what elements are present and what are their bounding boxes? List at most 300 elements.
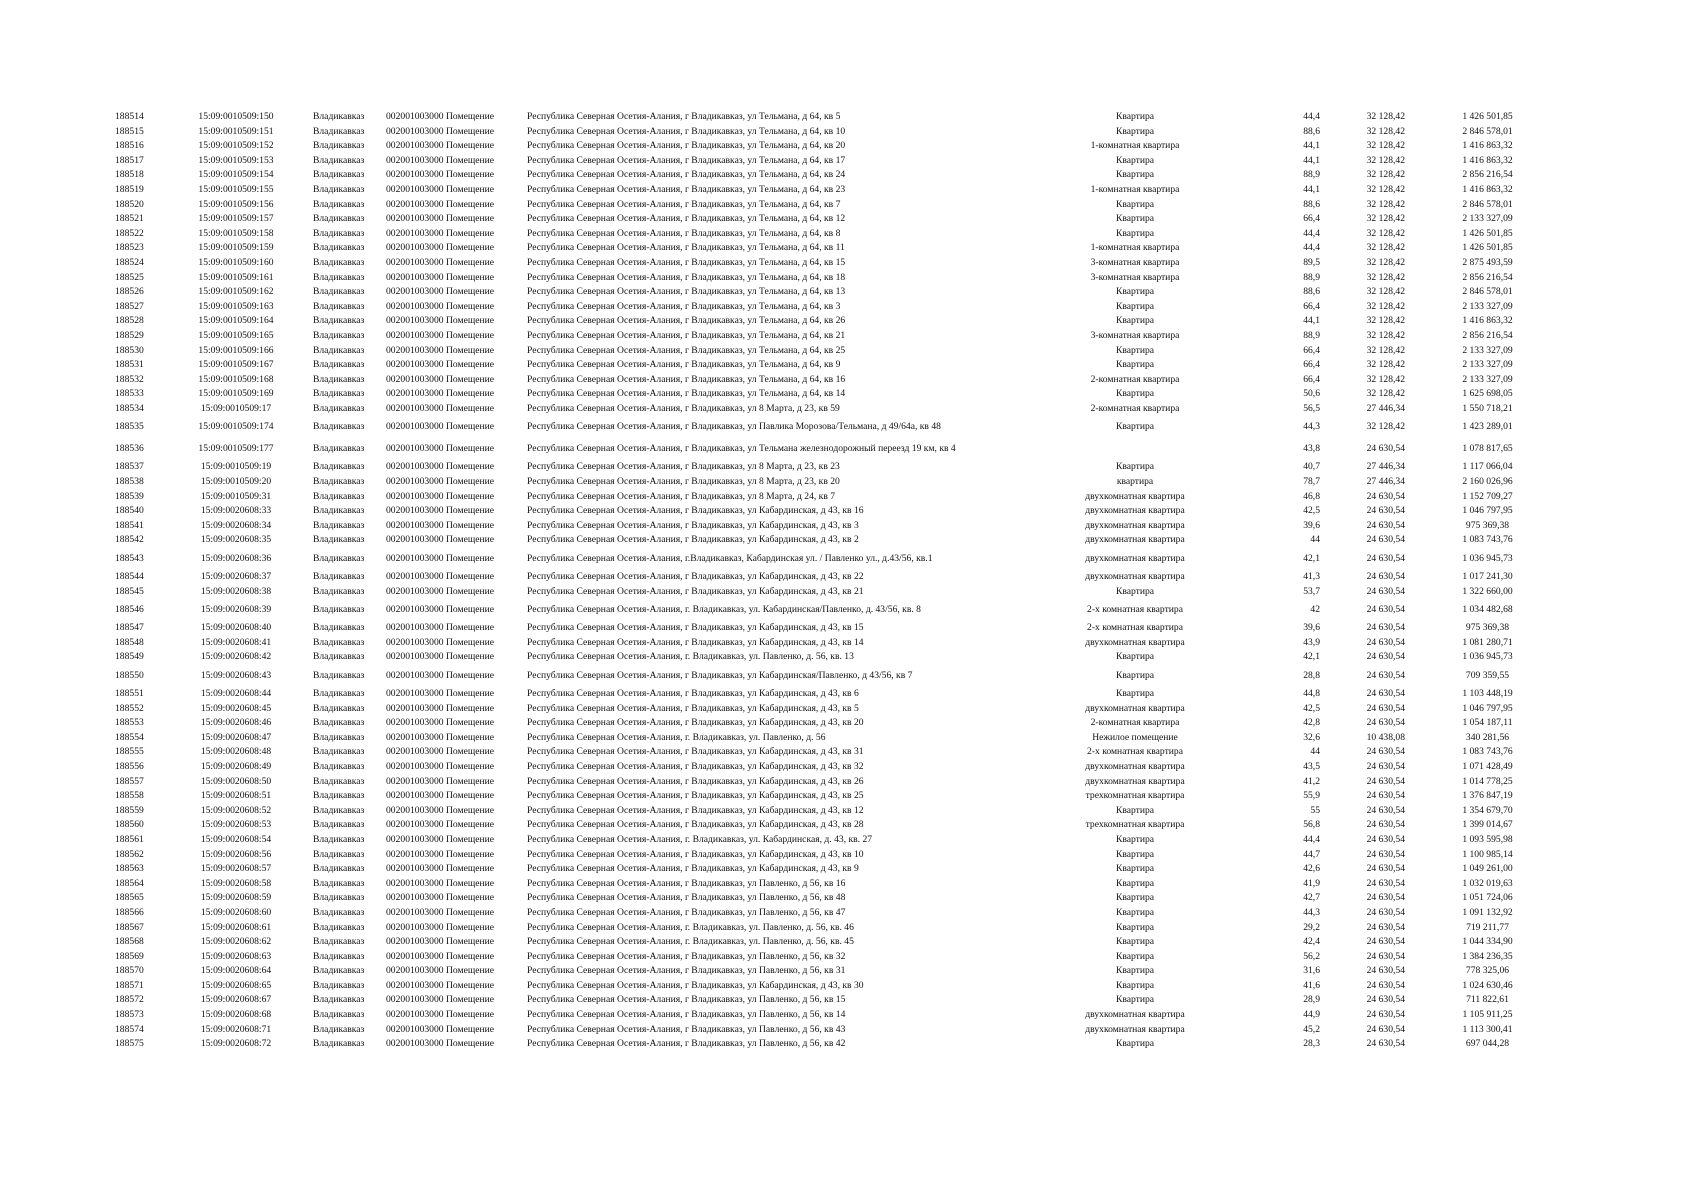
property-type: двухкомнатная квартира	[1085, 571, 1185, 583]
object-code: 002001003000 Помещение	[386, 688, 495, 699]
area: 42,1	[1303, 651, 1320, 663]
cadastral-number: 15:09:0020608:51	[200, 790, 272, 802]
address: Республика Северная Осетия-Алания, г Владикавказ, ул Тельмана железнодорожный переезд 19 км, кв 4	[527, 443, 956, 455]
row-id: 188531	[115, 359, 144, 371]
object-code: 002001003000 Помещение	[386, 213, 495, 225]
cadastral-value: 2 133 327,09	[1462, 359, 1513, 371]
cadastral-value: 1 117 066,04	[1462, 461, 1513, 473]
cadastral-number: 15:09:0020608:50	[200, 775, 272, 787]
cadastral-value: 2 133 327,09	[1462, 300, 1513, 312]
cadastral-value: 709 359,55	[1465, 670, 1510, 681]
object-code: 002001003000 Помещение	[386, 746, 495, 758]
property-type: двухкомнатная квартира	[1085, 1023, 1185, 1035]
rate: 24 630,54	[1366, 717, 1405, 729]
row-id: 188516	[115, 140, 144, 152]
row-id: 188537	[115, 461, 144, 473]
rate: 27 446,34	[1366, 476, 1405, 488]
cadastral-value: 1 049 261,00	[1462, 863, 1513, 875]
property-type: Квартира	[1115, 877, 1155, 889]
area: 44,9	[1303, 1009, 1320, 1021]
city: Владикавказ	[313, 790, 365, 802]
table-row	[0, 935, 1697, 950]
property-type: Квартира	[1115, 315, 1155, 327]
cadastral-number: 15:09:0020608:43	[200, 670, 272, 681]
row-id: 188526	[115, 286, 144, 298]
area: 88,9	[1303, 271, 1320, 283]
rate: 24 630,54	[1366, 688, 1405, 699]
address: Республика Северная Осетия-Алания, г Владикавказ, ул Кабардинская, д 43, кв 31	[527, 746, 864, 758]
object-code: 002001003000 Помещение	[386, 604, 495, 616]
city: Владикавказ	[313, 443, 365, 455]
property-type: Квартира	[1115, 804, 1155, 816]
address: Республика Северная Осетия-Алания, г Владикавказ, ул Тельмана, д 64, кв 13	[527, 286, 846, 298]
address: Республика Северная Осетия-Алания, г Владикавказ, ул Тельмана, д 64, кв 24	[527, 169, 846, 181]
object-code: 002001003000 Помещение	[386, 877, 495, 889]
property-type: Квартира	[1115, 300, 1155, 312]
property-type: 2-комнатная квартира	[1090, 373, 1180, 385]
cadastral-value: 1 322 660,00	[1462, 585, 1513, 597]
table-row	[0, 964, 1697, 979]
object-code: 002001003000 Помещение	[386, 388, 495, 400]
row-id: 188539	[115, 490, 144, 502]
row-id: 188568	[115, 936, 144, 948]
rate: 32 128,42	[1366, 227, 1405, 239]
object-code: 002001003000 Помещение	[386, 892, 495, 904]
cadastral-number: 15:09:0020608:54	[200, 833, 272, 845]
row-id: 188559	[115, 804, 144, 816]
cadastral-number: 15:09:0010509:31	[200, 490, 272, 502]
row-id: 188575	[115, 1038, 144, 1050]
table-row	[0, 665, 1697, 687]
cadastral-value: 1 071 428,49	[1462, 760, 1513, 772]
table-row	[0, 256, 1697, 271]
area: 45,2	[1303, 1023, 1320, 1035]
object-code: 002001003000 Помещение	[386, 819, 495, 831]
area: 55,9	[1303, 790, 1320, 802]
cadastral-number: 15:09:0020608:68	[200, 1009, 272, 1021]
object-code: 002001003000 Помещение	[386, 315, 495, 327]
city: Владикавказ	[313, 154, 365, 166]
cadastral-number: 15:09:0020608:63	[200, 950, 272, 962]
object-code: 002001003000 Помещение	[386, 848, 495, 860]
city: Владикавказ	[313, 505, 365, 517]
city: Владикавказ	[313, 877, 365, 889]
cadastral-number: 15:09:0020608:48	[200, 746, 272, 758]
cadastral-number: 15:09:0020608:38	[200, 585, 272, 597]
table-row	[0, 906, 1697, 921]
cadastral-value: 2 856 216,54	[1462, 329, 1513, 341]
object-code: 002001003000 Помещение	[386, 183, 495, 195]
address: Республика Северная Осетия-Алания, г Владикавказ, ул Павленко, д 56, кв 14	[527, 1009, 846, 1021]
rate: 32 128,42	[1366, 125, 1405, 137]
area: 55	[1310, 804, 1320, 816]
address: Республика Северная Осетия-Алания, г Владикавказ, ул Кабардинская, д 43, кв 20	[527, 717, 864, 729]
address: Республика Северная Осетия-Алания, г Владикавказ, ул Кабардинская, д 43, кв 15	[527, 622, 864, 634]
table-row	[0, 533, 1697, 548]
cadastral-value: 1 625 698,05	[1462, 388, 1513, 400]
cadastral-value: 1 044 334,90	[1462, 936, 1513, 948]
area: 88,6	[1303, 286, 1320, 298]
address: Республика Северная Осетия-Алания, г. Владикавказ, ул. Павленко, д. 56, кв. 46	[527, 921, 854, 933]
object-code: 002001003000 Помещение	[386, 921, 495, 933]
city: Владикавказ	[313, 553, 365, 565]
row-id: 188520	[115, 198, 144, 210]
rate: 24 630,54	[1366, 760, 1405, 772]
object-code: 002001003000 Помещение	[386, 790, 495, 802]
address: Республика Северная Осетия-Алания, г Владикавказ, ул Тельмана, д 64, кв 10	[527, 125, 846, 137]
rate: 24 630,54	[1366, 936, 1405, 948]
city: Владикавказ	[313, 359, 365, 371]
address: Республика Северная Осетия-Алания, г Владикавказ, ул Павленко, д 56, кв 42	[527, 1038, 846, 1050]
rate: 32 128,42	[1366, 111, 1405, 122]
address: Республика Северная Осетия-Алания, г. Владикавказ, ул. Павленко, д. 56, кв. 45	[527, 936, 854, 948]
cadastral-number: 15:09:0010509:17	[200, 402, 272, 414]
property-type: 3-комнатная квартира	[1090, 329, 1180, 341]
area: 43,8	[1303, 443, 1320, 455]
row-id: 188573	[115, 1009, 144, 1021]
property-type: 2-х комнатная квартира	[1087, 604, 1183, 616]
cadastral-number: 15:09:0010509:151	[198, 125, 274, 137]
area: 56,8	[1303, 819, 1320, 831]
cadastral-value: 1 416 863,32	[1462, 154, 1513, 166]
cadastral-value: 1 046 797,95	[1462, 702, 1513, 714]
city: Владикавказ	[313, 892, 365, 904]
table-row	[0, 475, 1697, 490]
cadastral-value: 1 152 709,27	[1462, 490, 1513, 502]
table-row	[0, 548, 1697, 570]
area: 39,6	[1303, 622, 1320, 634]
cadastral-value: 2 133 327,09	[1462, 373, 1513, 385]
rate: 24 630,54	[1366, 746, 1405, 758]
row-id: 188514	[115, 111, 144, 122]
area: 88,6	[1303, 125, 1320, 137]
table-row	[0, 125, 1697, 140]
area: 44,4	[1303, 833, 1320, 845]
address: Республика Северная Осетия-Алания, г Владикавказ, ул Тельмана, д 64, кв 17	[527, 154, 846, 166]
row-id: 188553	[115, 717, 144, 729]
rate: 24 630,54	[1366, 622, 1405, 634]
area: 46,8	[1303, 490, 1320, 502]
table-row	[0, 329, 1697, 344]
object-code: 002001003000 Помещение	[386, 256, 495, 268]
area: 44,1	[1303, 140, 1320, 152]
cadastral-number: 15:09:0010509:164	[198, 315, 274, 327]
property-type: Квартира	[1115, 169, 1155, 181]
property-type: двухкомнатная квартира	[1085, 760, 1185, 772]
table-row	[0, 154, 1697, 169]
city: Владикавказ	[313, 1023, 365, 1035]
object-code: 002001003000 Помещение	[386, 242, 495, 254]
table-row	[0, 490, 1697, 505]
row-id: 188552	[115, 702, 144, 714]
city: Владикавказ	[313, 622, 365, 634]
table-row	[0, 416, 1697, 438]
cadastral-value: 1 054 187,11	[1462, 717, 1513, 729]
area: 42,8	[1303, 717, 1320, 729]
area: 44,4	[1303, 111, 1320, 122]
table-row	[0, 139, 1697, 154]
rate: 24 630,54	[1366, 965, 1405, 977]
address: Республика Северная Осетия-Алания, г.Владикавказ, Кабардинская ул. / Павленко ул., д.43/56, кв.1	[527, 553, 933, 565]
object-code: 002001003000 Помещение	[386, 443, 495, 455]
address: Республика Северная Осетия-Алания, г Владикавказ, ул Тельмана, д 64, кв 20	[527, 140, 846, 152]
property-type: Квартира	[1115, 585, 1155, 597]
table-row	[0, 862, 1697, 877]
area: 28,8	[1303, 670, 1320, 681]
row-id: 188562	[115, 848, 144, 860]
address: Республика Северная Осетия-Алания, г Владикавказ, ул Кабардинская, д 43, кв 26	[527, 775, 864, 787]
property-type: 2-х комнатная квартира	[1087, 746, 1183, 758]
row-id: 188551	[115, 688, 144, 699]
row-id: 188548	[115, 636, 144, 648]
cadastral-number: 15:09:0020608:61	[200, 921, 272, 933]
property-type: трехкомнатная квартира	[1085, 790, 1185, 802]
table-row	[0, 358, 1697, 373]
address: Республика Северная Осетия-Алания, г Владикавказ, ул Кабардинская, д 43, кв 6	[527, 688, 859, 699]
object-code: 002001003000 Помещение	[386, 994, 495, 1006]
cadastral-number: 15:09:0010509:19	[200, 461, 272, 473]
object-code: 002001003000 Помещение	[386, 553, 495, 565]
rate: 27 446,34	[1366, 461, 1405, 473]
cadastral-value: 1 354 679,70	[1462, 804, 1513, 816]
rate: 24 630,54	[1366, 1009, 1405, 1021]
cadastral-value: 2 875 493,59	[1462, 256, 1513, 268]
object-code: 002001003000 Помещение	[386, 585, 495, 597]
table-row	[0, 716, 1697, 731]
table-row	[0, 621, 1697, 636]
object-code: 002001003000 Помещение	[386, 344, 495, 356]
property-type: 3-комнатная квартира	[1090, 256, 1180, 268]
area: 41,6	[1303, 979, 1320, 991]
city: Владикавказ	[313, 300, 365, 312]
address: Республика Северная Осетия-Алания, г. Владикавказ, ул. Павленко, д. 56, кв. 13	[527, 651, 854, 663]
property-type: Квартира	[1115, 286, 1155, 298]
address: Республика Северная Осетия-Алания, г Владикавказ, ул Кабардинская, д 43, кв 32	[527, 760, 864, 772]
cadastral-number: 15:09:0020608:71	[200, 1023, 272, 1035]
row-id: 188542	[115, 534, 144, 546]
cadastral-value: 1 017 241,30	[1462, 571, 1513, 583]
rate: 32 128,42	[1366, 373, 1405, 385]
address: Республика Северная Осетия-Алания, г Владикавказ, ул Кабардинская/Павленко, д 43/56, кв 7	[527, 670, 913, 681]
address: Республика Северная Осетия-Алания, г Владикавказ, ул Тельмана, д 64, кв 23	[527, 183, 846, 195]
cadastral-value: 1 051 724,06	[1462, 892, 1513, 904]
cadastral-number: 15:09:0010509:158	[198, 227, 274, 239]
cadastral-number: 15:09:0020608:53	[200, 819, 272, 831]
address: Республика Северная Осетия-Алания, г Владикавказ, ул Кабардинская, д 43, кв 16	[527, 505, 864, 517]
row-id: 188547	[115, 622, 144, 634]
area: 42,6	[1303, 863, 1320, 875]
rate: 24 630,54	[1366, 775, 1405, 787]
rate: 24 630,54	[1366, 702, 1405, 714]
table-row	[0, 760, 1697, 775]
area: 40,7	[1303, 461, 1320, 473]
cadastral-value: 2 856 216,54	[1462, 169, 1513, 181]
rate: 24 630,54	[1366, 553, 1405, 565]
rate: 24 630,54	[1366, 651, 1405, 663]
table-row	[0, 745, 1697, 760]
cadastral-value: 1 376 847,19	[1462, 790, 1513, 802]
object-code: 002001003000 Помещение	[386, 833, 495, 845]
area: 41,3	[1303, 571, 1320, 583]
address: Республика Северная Осетия-Алания, г Владикавказ, ул Кабардинская, д 43, кв 28	[527, 819, 864, 831]
city: Владикавказ	[313, 833, 365, 845]
row-id: 188555	[115, 746, 144, 758]
table-row	[0, 110, 1697, 125]
object-code: 002001003000 Помещение	[386, 965, 495, 977]
city: Владикавказ	[313, 534, 365, 546]
area: 44,4	[1303, 227, 1320, 239]
table-row	[0, 198, 1697, 213]
cadastral-number: 15:09:0010509:177	[198, 443, 274, 455]
city: Владикавказ	[313, 636, 365, 648]
cadastral-value: 2 846 578,01	[1462, 198, 1513, 210]
city: Владикавказ	[313, 906, 365, 918]
cadastral-value: 1 091 132,92	[1462, 906, 1513, 918]
property-type: Квартира	[1115, 227, 1155, 239]
property-type: двухкомнатная квартира	[1085, 490, 1185, 502]
object-code: 002001003000 Помещение	[386, 670, 495, 681]
address: Республика Северная Осетия-Алания, г Владикавказ, ул Кабардинская, д 43, кв 12	[527, 804, 864, 816]
area: 43,9	[1303, 636, 1320, 648]
object-code: 002001003000 Помещение	[386, 154, 495, 166]
row-id: 188556	[115, 760, 144, 772]
property-type: Квартира	[1115, 950, 1155, 962]
address: Республика Северная Осетия-Алания, г Владикавказ, ул Павленко, д 56, кв 15	[527, 994, 846, 1006]
city: Владикавказ	[313, 213, 365, 225]
rate: 32 128,42	[1366, 388, 1405, 400]
area: 43,5	[1303, 760, 1320, 772]
row-id: 188515	[115, 125, 144, 137]
address: Республика Северная Осетия-Алания, г Владикавказ, ул Тельмана, д 64, кв 7	[527, 198, 841, 210]
rate: 32 128,42	[1366, 359, 1405, 371]
object-code: 002001003000 Помещение	[386, 571, 495, 583]
table-row	[0, 775, 1697, 790]
city: Владикавказ	[313, 571, 365, 583]
area: 44	[1310, 746, 1320, 758]
city: Владикавказ	[313, 604, 365, 616]
cadastral-number: 15:09:0010509:154	[198, 169, 274, 181]
table-row	[0, 687, 1697, 702]
area: 78,7	[1303, 476, 1320, 488]
cadastral-number: 15:09:0020608:33	[200, 505, 272, 517]
rate: 24 630,54	[1366, 819, 1405, 831]
city: Владикавказ	[313, 819, 365, 831]
rate: 24 630,54	[1366, 443, 1405, 455]
table-row	[0, 314, 1697, 329]
area: 44	[1310, 534, 1320, 546]
property-type: Квартира	[1115, 111, 1155, 122]
city: Владикавказ	[313, 717, 365, 729]
object-code: 002001003000 Помещение	[386, 1009, 495, 1021]
row-id: 188565	[115, 892, 144, 904]
row-id: 188560	[115, 819, 144, 831]
object-code: 002001003000 Помещение	[386, 622, 495, 634]
cadastral-value: 975 369,38	[1465, 519, 1510, 531]
rate: 32 128,42	[1366, 169, 1405, 181]
cadastral-number: 15:09:0010509:159	[198, 242, 274, 254]
city: Владикавказ	[313, 921, 365, 933]
rate: 24 630,54	[1366, 921, 1405, 933]
cadastral-number: 15:09:0020608:52	[200, 804, 272, 816]
rate: 24 630,54	[1366, 994, 1405, 1006]
cadastral-number: 15:09:0020608:72	[200, 1038, 272, 1050]
address: Республика Северная Осетия-Алания, г Владикавказ, ул Павленко, д 56, кв 48	[527, 892, 846, 904]
cadastral-number: 15:09:0020608:60	[200, 906, 272, 918]
property-type: двухкомнатная квартира	[1085, 775, 1185, 787]
rate: 24 630,54	[1366, 490, 1405, 502]
address: Республика Северная Осетия-Алания, г Владикавказ, ул Павленко, д 56, кв 32	[527, 950, 846, 962]
address: Республика Северная Осетия-Алания, г Владикавказ, ул Кабардинская, д 43, кв 22	[527, 571, 864, 583]
table-row	[0, 300, 1697, 315]
table-row	[0, 848, 1697, 863]
row-id: 188574	[115, 1023, 144, 1035]
table-row	[0, 636, 1697, 651]
object-code: 002001003000 Помещение	[386, 717, 495, 729]
city: Владикавказ	[313, 227, 365, 239]
rate: 24 630,54	[1366, 585, 1405, 597]
table-row	[0, 460, 1697, 475]
rate: 24 630,54	[1366, 790, 1405, 802]
property-type: двухкомнатная квартира	[1085, 1009, 1185, 1021]
rate: 24 630,54	[1366, 848, 1405, 860]
city: Владикавказ	[313, 402, 365, 414]
city: Владикавказ	[313, 373, 365, 385]
cadastral-value: 1 384 236,35	[1462, 950, 1513, 962]
city: Владикавказ	[313, 651, 365, 663]
property-type: Квартира	[1115, 421, 1155, 433]
city: Владикавказ	[313, 760, 365, 772]
row-id: 188518	[115, 169, 144, 181]
row-id: 188570	[115, 965, 144, 977]
property-table	[0, 110, 1697, 1052]
object-code: 002001003000 Помещение	[386, 651, 495, 663]
address: Республика Северная Осетия-Алания, г Владикавказ, ул Кабардинская, д 43, кв 3	[527, 519, 859, 531]
cadastral-number: 15:09:0020608:44	[200, 688, 272, 699]
city: Владикавказ	[313, 863, 365, 875]
area: 29,2	[1303, 921, 1320, 933]
object-code: 002001003000 Помещение	[386, 1023, 495, 1035]
address: Республика Северная Осетия-Алания, г Владикавказ, ул Кабардинская, д 43, кв 2	[527, 534, 859, 546]
cadastral-value: 1 399 014,67	[1462, 819, 1513, 831]
property-type: Квартира	[1115, 388, 1155, 400]
cadastral-value: 1 100 985,14	[1462, 848, 1513, 860]
cadastral-value: 1 024 630,46	[1462, 979, 1513, 991]
row-id: 188550	[115, 670, 144, 681]
address: Республика Северная Осетия-Алания, г Владикавказ, ул Кабардинская, д 43, кв 14	[527, 636, 864, 648]
city: Владикавказ	[313, 1009, 365, 1021]
table-row	[0, 183, 1697, 198]
rate: 10 438,08	[1366, 731, 1405, 743]
cadastral-number: 15:09:0020608:40	[200, 622, 272, 634]
cadastral-number: 15:09:0020608:64	[200, 965, 272, 977]
property-type: Квартира	[1115, 344, 1155, 356]
row-id: 188549	[115, 651, 144, 663]
cadastral-value: 697 044,28	[1465, 1038, 1510, 1050]
cadastral-number: 15:09:0020608:45	[200, 702, 272, 714]
property-type: двухкомнатная квартира	[1085, 636, 1185, 648]
cadastral-value: 1 416 863,32	[1462, 183, 1513, 195]
row-id: 188572	[115, 994, 144, 1006]
row-id: 188564	[115, 877, 144, 889]
area: 44,1	[1303, 315, 1320, 327]
property-type: Квартира	[1115, 213, 1155, 225]
cadastral-number: 15:09:0020608:46	[200, 717, 272, 729]
row-id: 188528	[115, 315, 144, 327]
table-row	[0, 804, 1697, 819]
table-row	[0, 921, 1697, 936]
object-code: 002001003000 Помещение	[386, 198, 495, 210]
address: Республика Северная Осетия-Алания, г Владикавказ, ул Кабардинская, д 43, кв 9	[527, 863, 859, 875]
